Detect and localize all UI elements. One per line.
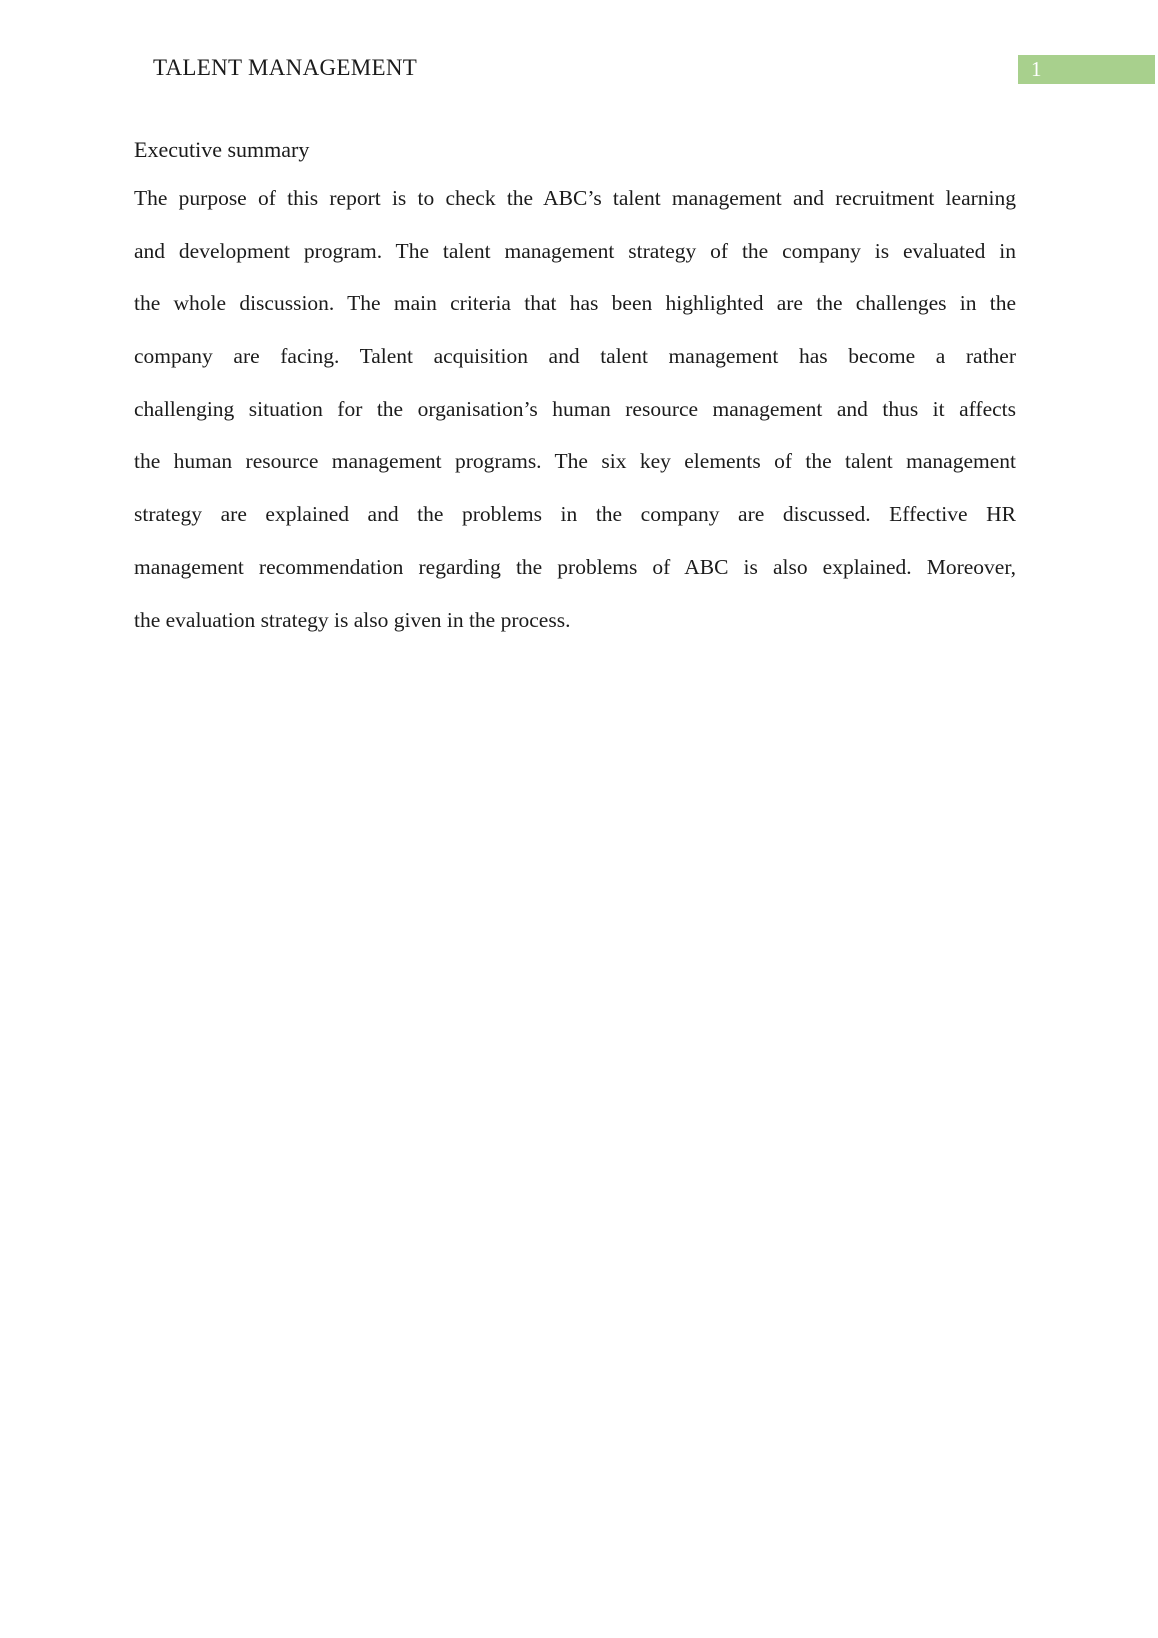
paragraph-line: the evaluation strategy is also given in the process.: [134, 607, 571, 632]
running-head: TALENT MANAGEMENT: [153, 55, 418, 80]
paragraph-line: the human resource management programs. The six key elements of the talent management: [134, 449, 1016, 474]
executive-summary-heading: Executive summary: [134, 137, 310, 162]
paragraph-line: the whole discussion. The main criteria that has been highlighted are the challenges in the: [134, 291, 1016, 316]
executive-summary-paragraph: [134, 172, 1016, 646]
paragraph-line: company are facing. Talent acquisition and talent management has become a rather: [134, 344, 1016, 369]
page-number: 1: [1031, 57, 1042, 81]
paragraph-line: management recommendation regarding the problems of ABC is also explained. Moreover,: [134, 554, 1016, 579]
paragraph-line: challenging situation for the organisation’s human resource management and thus it affects: [134, 396, 1016, 421]
paragraph-line: strategy are explained and the problems in the company are discussed. Effective HR: [134, 502, 1016, 527]
paragraph-line: and development program. The talent management strategy of the company is evaluated in: [134, 238, 1016, 263]
paragraph-line: The purpose of this report is to check the ABC’s talent management and recruitment learning: [134, 186, 1016, 210]
page-number-badge: [1018, 55, 1155, 84]
